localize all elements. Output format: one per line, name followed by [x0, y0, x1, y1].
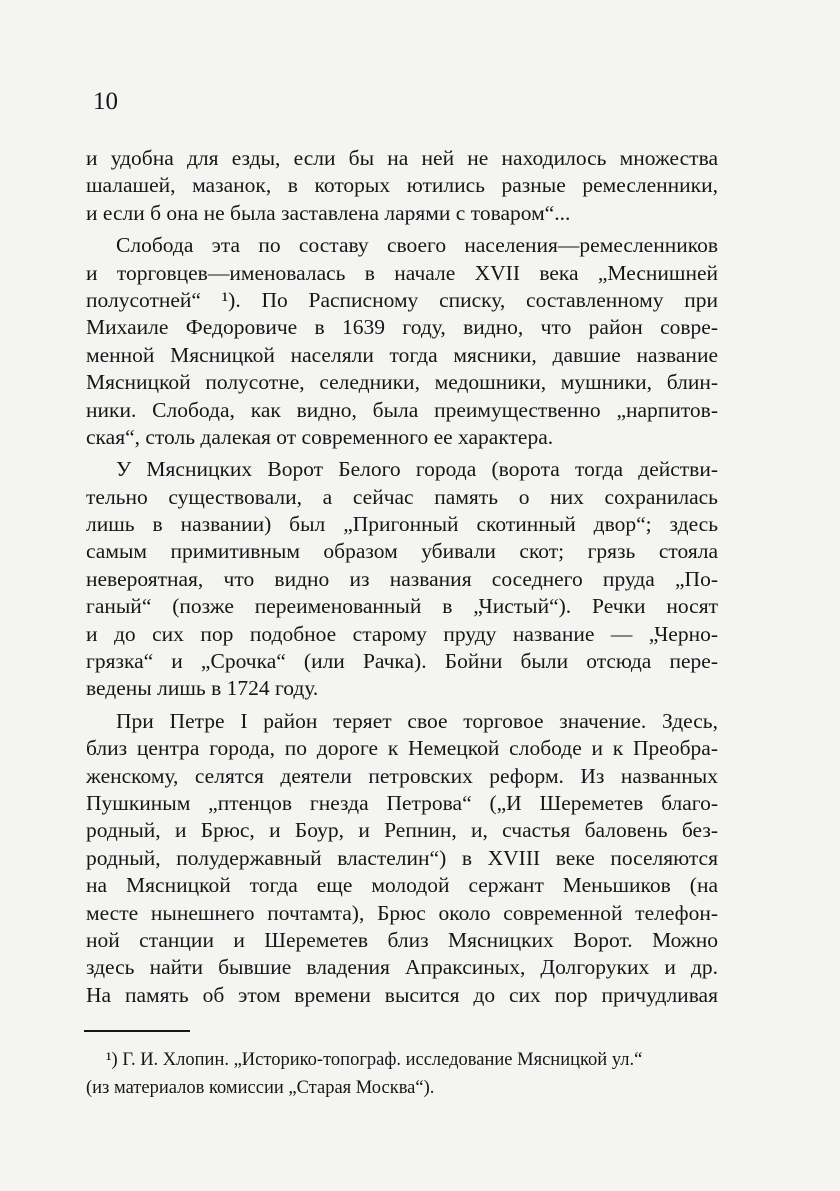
footnote-line: ¹) Г. И. Хлопин. „Историко-топограф. исследование Мясницкой ул.“ [106, 1050, 643, 1070]
text-line: шалашей, мазанок, в которых ютились разные ремесленники, [86, 173, 718, 198]
footnotes [86, 1046, 718, 1102]
text-line: родный, полудержавный властелин“) в XVIII веке поселяются [86, 845, 718, 870]
text-line: ганый“ (позже переименованный в „Чистый“). Речки носят [86, 594, 718, 619]
text-line: близ центра города, по дороге к Немецкой слободе и к Преобра- [86, 736, 718, 761]
text-line: На память об этом времени высится до сих пор причудливая [86, 982, 718, 1007]
footnote-line: (из материалов комиссии „Старая Москва“). [86, 1078, 435, 1098]
page-number: 10 [93, 88, 118, 115]
text-line: и если б она не была заставлена ларями с товаром“... [86, 200, 571, 225]
text-line: здесь найти бывшие владения Апраксиных, Долгоруких и др. [86, 955, 718, 980]
text-line: и удобна для езды, если бы на ней не находилось множества [86, 146, 718, 170]
text-line: менной Мясницкой населяли тогда мясники, давшие название [86, 342, 718, 367]
body-text [86, 145, 718, 1014]
text-line: на Мясницкой тогда еще молодой сержант Меньшиков (на [86, 873, 718, 898]
text-line: невероятная, что видно из названия соседнего пруда „По- [86, 566, 718, 591]
text-line: тельно существовали, а сейчас память о них сохранилась [86, 484, 718, 509]
text-line: При Петре I район теряет свое торговое значение. Здесь, [116, 708, 718, 733]
text-line: Слобода эта по составу своего населения—ремесленников [116, 233, 718, 258]
text-line: месте нынешнего почтамта), Брюс около современной телефон- [86, 900, 718, 925]
text-line: ники. Слобода, как видно, была преимущественно „нарпитов- [86, 397, 718, 422]
text-line: ной станции и Шереметев близ Мясницких Ворот. Можно [86, 927, 718, 952]
text-line: грязка“ и „Срочка“ (или Рачка). Бойни были отсюда пере- [86, 649, 718, 674]
text-line: У Мясницких Ворот Белого города (ворота тогда действи- [116, 457, 718, 482]
text-line: и до сих пор подобное старому пруду название — „Черно- [86, 621, 718, 646]
paragraph [86, 456, 718, 703]
text-line: и торговцев—именовалась в начале XVII века „Меснишней [86, 260, 718, 285]
footnote-divider [84, 1030, 190, 1032]
paragraph [86, 232, 718, 451]
text-line: ская“, столь далекая от современного ее характера. [86, 424, 554, 449]
text-line: Пушкиным „птенцов гнезда Петрова“ („И Шереметев благо- [86, 790, 718, 815]
text-line: женскому, селятся деятели петровских реформ. Из названных [86, 763, 718, 788]
text-line: лишь в названии) был „Пригонный скотинный двор“; здесь [86, 512, 718, 537]
text-line: полусотней“ ¹). По Расписному списку, составленному при [86, 287, 718, 312]
text-line: родный, и Брюс, и Боур, и Репнин, и, счастья баловень без- [86, 818, 718, 843]
text-line: Мясницкой полусотне, селедники, медошники, мушники, блин- [86, 370, 718, 395]
text-line: ведены лишь в 1724 году. [86, 676, 319, 701]
paragraph [86, 145, 718, 227]
paragraph [86, 708, 718, 1009]
text-line: самым примитивным образом убивали скот; грязь стояла [86, 539, 718, 564]
text-line: Михаиле Федоровиче в 1639 году, видно, что район совре- [86, 315, 718, 340]
